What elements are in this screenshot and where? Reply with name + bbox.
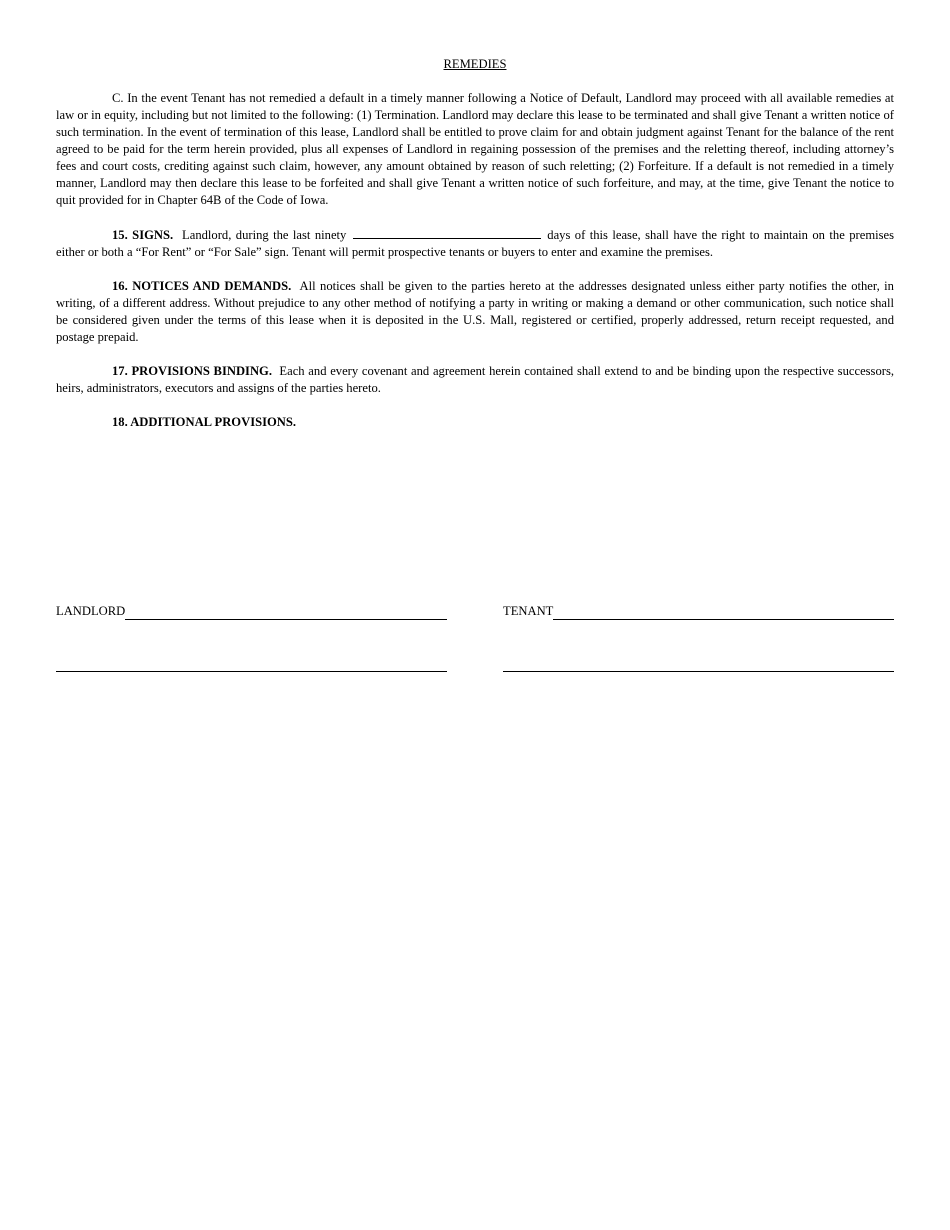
tenant-second-signature-block (503, 654, 894, 672)
landlord-signature-block (56, 602, 447, 620)
paragraph-section-18 (56, 414, 894, 431)
paragraph-section-15 (56, 226, 894, 261)
tenant-label: TENANT (503, 604, 554, 618)
signature-row-primary (56, 602, 894, 620)
remedies-heading: REMEDIES (443, 57, 507, 71)
section-16-title: 16. NOTICES AND DEMANDS. (112, 279, 292, 293)
paragraph-remedies-c: C. In the event Tenant has not remedied a default in a timely manner following a Notice of Default, Landlord may proceed with all available remedies at law or in equity, including but not limited to the following: (1) Termination. Landlord may declare this lease to be terminated and shall give Tenant a written notice of such termination. In the event of termination of this lease, Landlord shall be entitled to prove claim for and obtain judgment against Tenant for the balance of the rent agreed to be paid for the term herein provided, plus all expenses of Landlord in regaining possession of the premises and the reletting thereof, including attorney’s fees and court costs, crediting against such claim, however, any amount obtained by reason of such reletting; (2) Forfeiture. If a default is not remedied in a timely manner, Landlord may then declare this lease to be forfeited and shall give Tenant a written notice of such forfeiture, and may, at the time, give Tenant the notice to quit provided for in Chapter 64B of the Code of Iowa. (56, 91, 894, 207)
tenant-second-signature-line[interactable] (503, 657, 894, 672)
paragraph-section-17 (56, 363, 894, 397)
section-heading (56, 56, 894, 73)
ninety-days-blank-line[interactable] (353, 226, 541, 239)
document-page (56, 56, 895, 618)
section-15-text-before: Landlord, during the last ninety (182, 228, 347, 242)
section-16-text: All notices shall be given to the parties hereto at the addresses designated unless either party notifies the other, in writing, of a different address. Without prejudice to any other method of notifying a party in writing or making a demand or other communication, such notice shall be considered given under the terms of this lease when it is deposited in the U.S. Mall, registered or certified, properly addressed, return receipt requested, and postage prepaid. (56, 279, 894, 344)
landlord-second-signature-block (56, 654, 447, 672)
paragraph-section-16 (56, 278, 894, 346)
tenant-signature-line[interactable] (553, 605, 894, 620)
signature-row-secondary (56, 654, 894, 672)
section-15-title: 15. SIGNS. (112, 228, 174, 242)
section-17-text: Each and every covenant and agreement herein contained shall extend to and be binding upon the respective successors, heirs, administrators, executors and assigns of the parties hereto. (56, 364, 894, 395)
landlord-second-signature-line[interactable] (56, 657, 447, 672)
section-18-title: 18. ADDITIONAL PROVISIONS. (112, 415, 297, 429)
section-17-title: 17. PROVISIONS BINDING. (112, 364, 272, 378)
tenant-signature-block (503, 602, 894, 620)
landlord-label: LANDLORD (56, 604, 126, 618)
landlord-signature-line[interactable] (125, 605, 447, 620)
section-15-text-after: days of this lease, shall have the right to maintain on the premises either or both a “For Rent” or “For Sale” sign. Tenant will permit prospective tenants or buyers to enter and examine the premises. (56, 228, 895, 259)
